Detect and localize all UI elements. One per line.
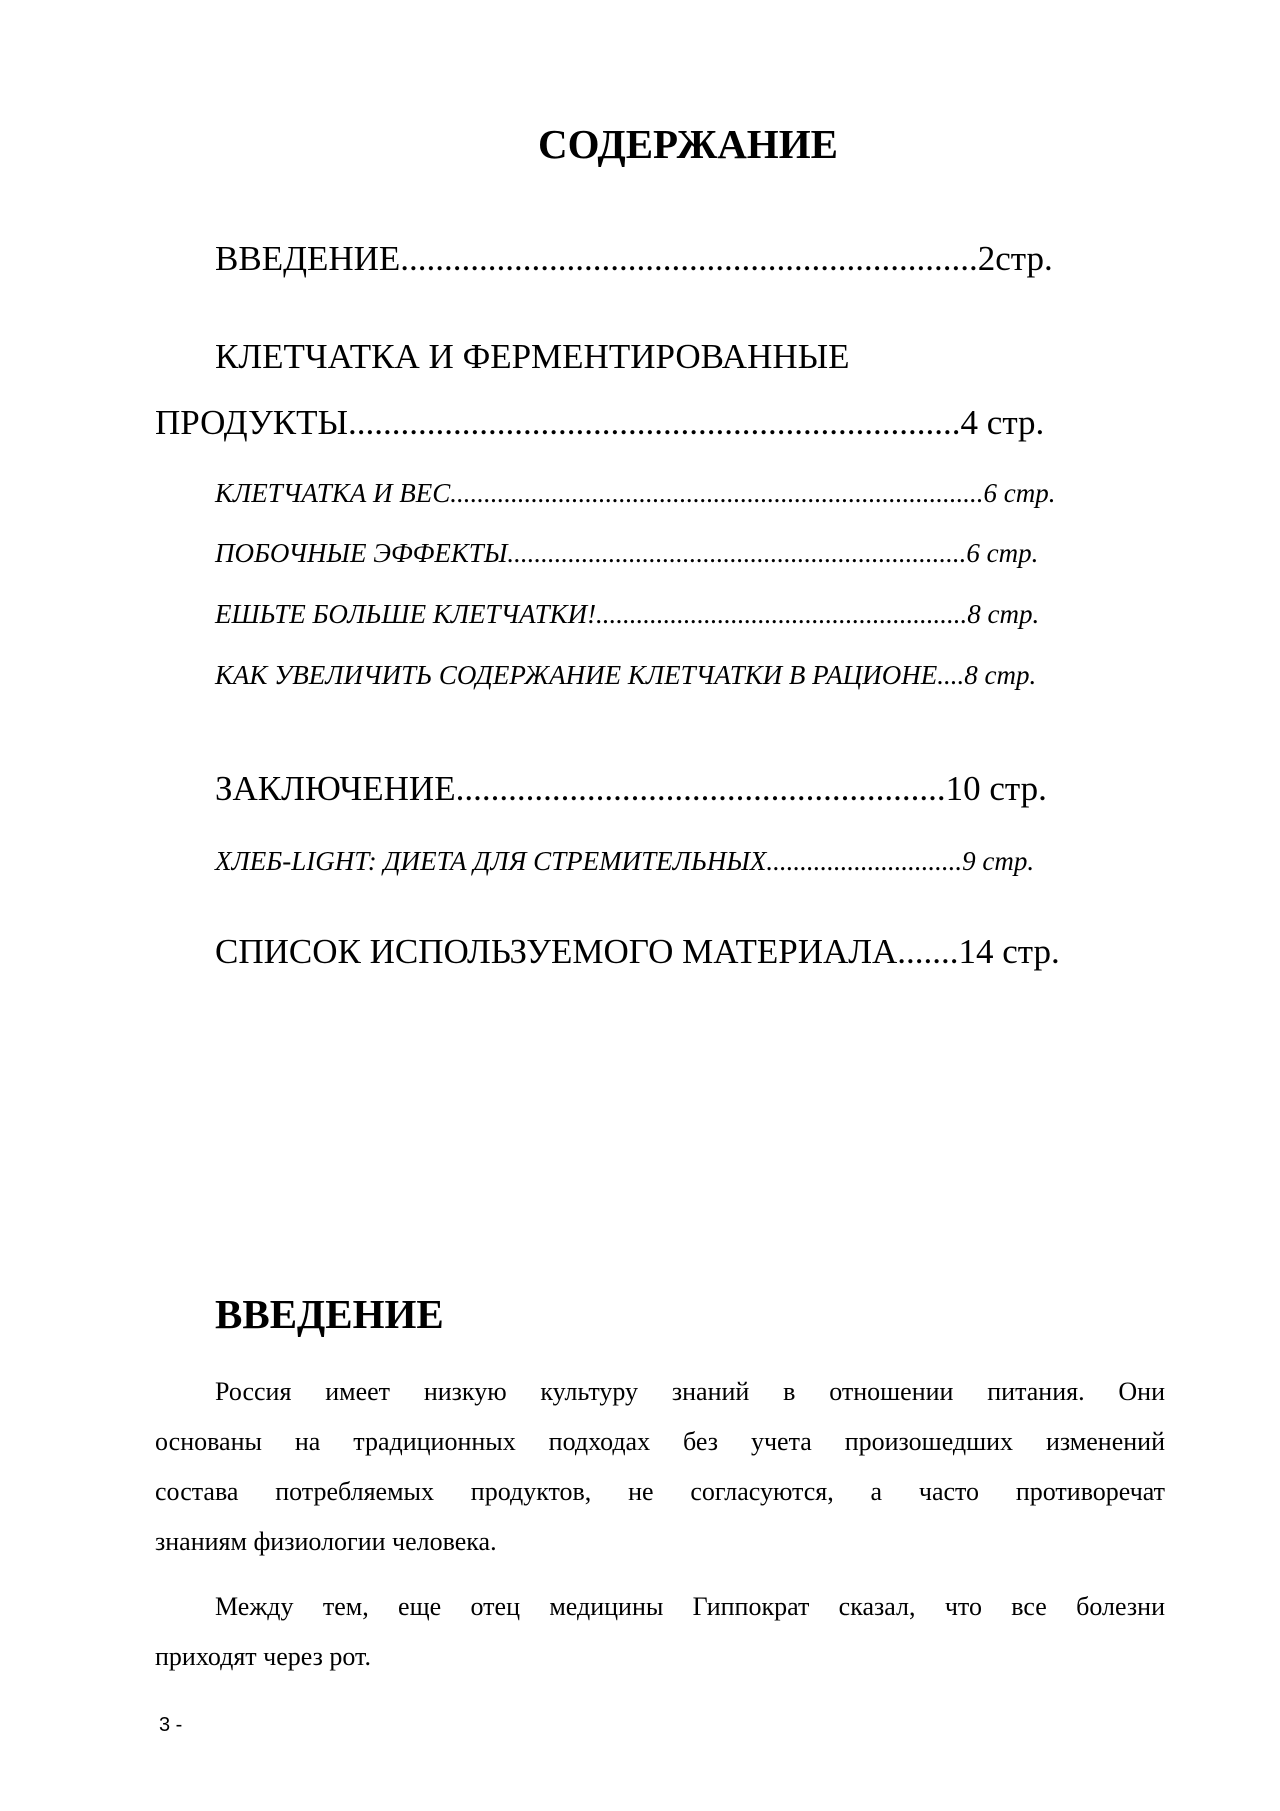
toc-subentry-bread-light: ХЛЕБ-LIGHT: ДИЕТА ДЛЯ СТРЕМИТЕЛЬНЫХ.............................9 стр. [215,846,1035,876]
toc-subentry-side-effects: ПОБОЧНЫЕ ЭФФЕКТЫ....................................................................6 стр. [215,538,1039,568]
toc-subentry-increase-fiber: КАК УВЕЛИЧИТЬ СОДЕРЖАНИЕ КЛЕТЧАТКИ В РАЦИОНЕ....8 стр. [215,660,1037,690]
paragraph-line: Между тем, еще отец медицины Гиппократ сказал, что все болезни [215,1592,1165,1621]
page-number: 3 - [159,1714,183,1736]
toc-entry-fiber-line1: КЛЕТЧАТКА И ФЕРМЕНТИРОВАННЫЕ [215,337,850,376]
toc-entry-conclusion: ЗАКЛЮЧЕНИЕ........................................................10 стр. [215,769,1047,808]
paragraph-line: основаны на традиционных подходах без учета произошедших изменений [155,1427,1165,1456]
paragraph-line: приходят через рот. [155,1642,371,1671]
toc-title: СОДЕРЖАНИЕ [538,121,838,167]
toc-subentry-eat-more-fiber: ЕШЬТЕ БОЛЬШЕ КЛЕТЧАТКИ!.......................................................8 стр. [215,599,1040,629]
paragraph-line: состава потребляемых продуктов, не согласуются, а часто противоречат [155,1477,1165,1506]
toc-entry-introduction: ВВЕДЕНИЕ..................................................................2стр. [215,239,1053,278]
toc-subentry-fiber-weight: КЛЕТЧАТКА И ВЕС...............................................................................6 стр. [215,478,1056,508]
toc-entry-references: СПИСОК ИСПОЛЬЗУЕМОГО МАТЕРИАЛА.......14 стр. [215,932,1060,971]
toc-entry-fiber-line2: ПРОДУКТЫ......................................................................4 стр. [155,403,1045,442]
introduction-paragraph-1 [155,1367,1165,1567]
paragraph-line: Россия имеет низкую культуру знаний в отношении питания. Они [215,1377,1165,1406]
introduction-heading: ВВЕДЕНИЕ [215,1291,444,1337]
introduction-paragraph-2 [155,1582,1165,1682]
paragraph-line: знаниям физиологии человека. [155,1527,497,1556]
